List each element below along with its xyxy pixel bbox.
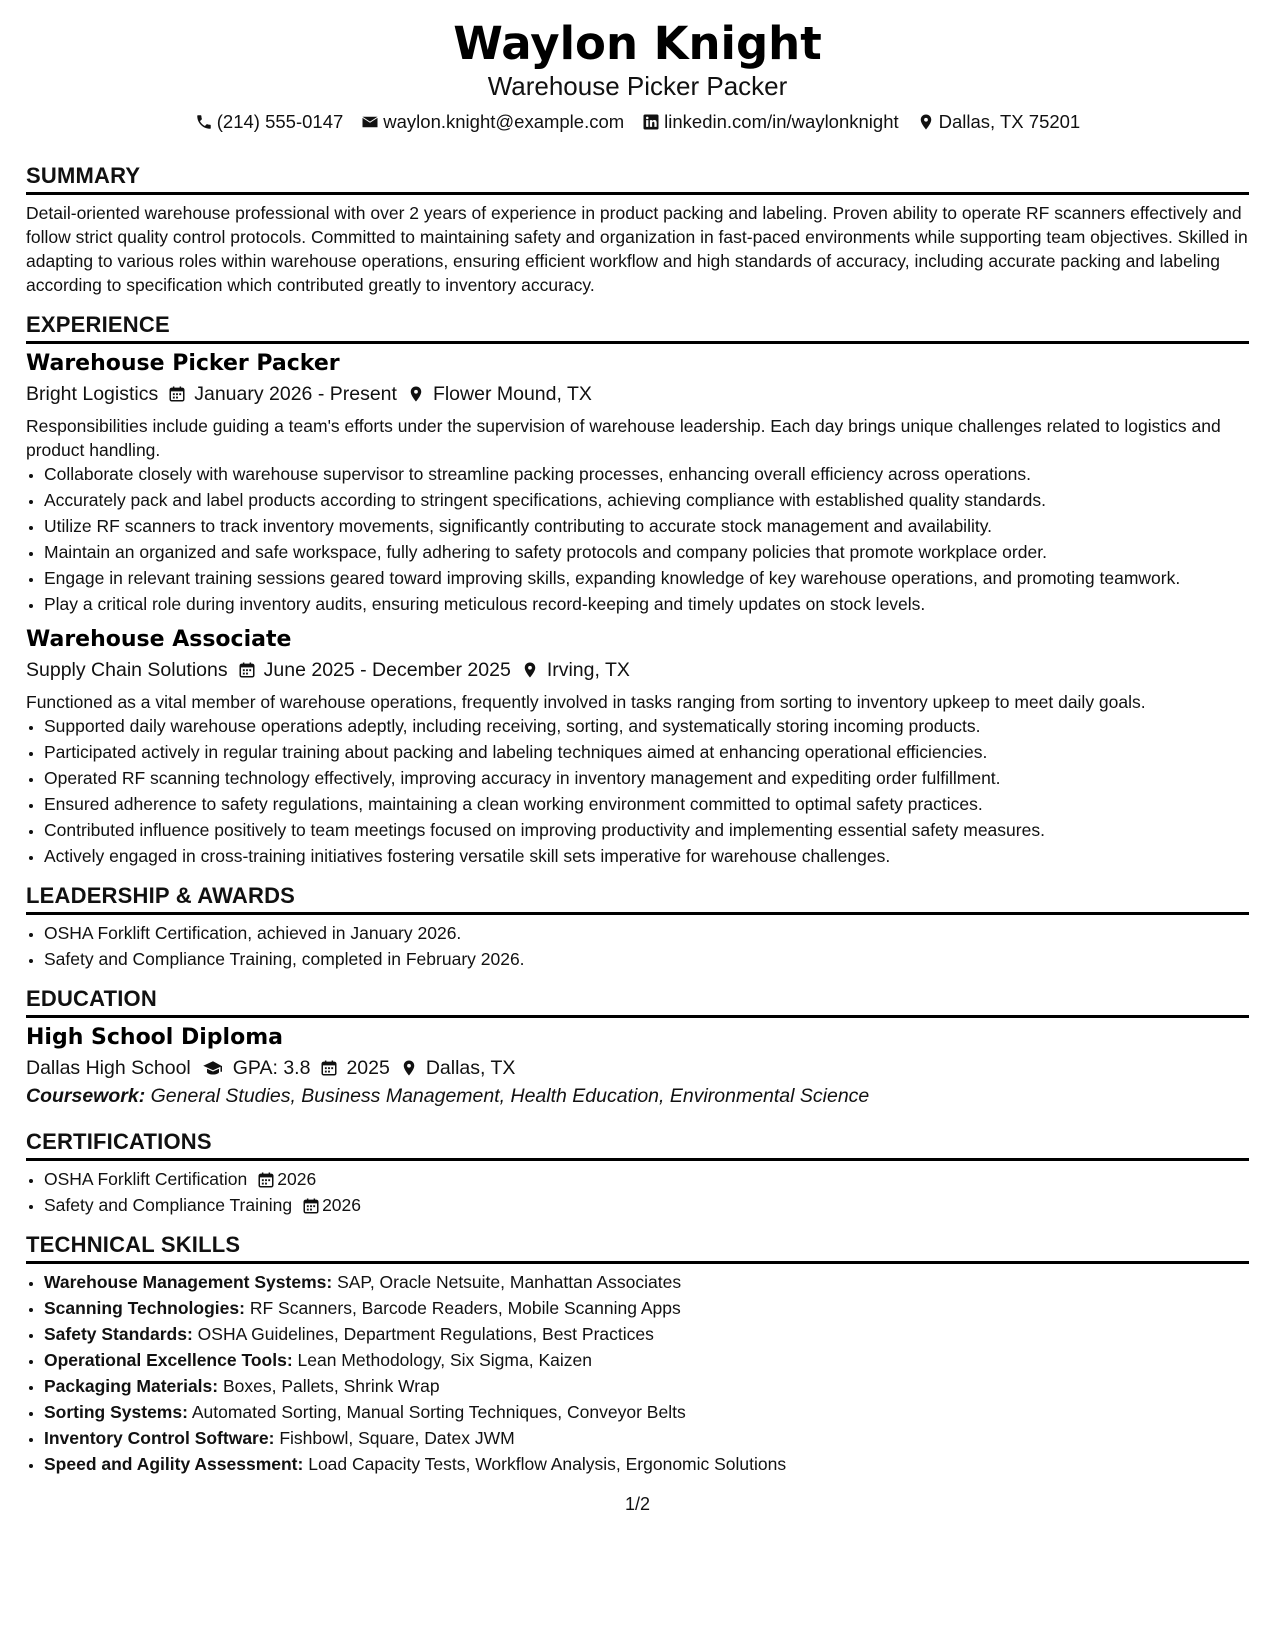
skill-value: Boxes, Pallets, Shrink Wrap bbox=[222, 1376, 440, 1396]
skill-value: SAP, Oracle Netsuite, Manhattan Associates bbox=[337, 1272, 682, 1292]
gpa: GPA: 3.8 bbox=[201, 1054, 311, 1082]
job-meta bbox=[26, 656, 1249, 684]
list-item: • Contributed influence positively to team meetings focused on improving productivity and implementing essential safety measures. bbox=[44, 818, 1249, 842]
map-pin-icon bbox=[917, 113, 935, 131]
skills-section bbox=[26, 1231, 1249, 1476]
graduation-cap-icon bbox=[201, 1059, 225, 1077]
summary-heading: SUMMARY bbox=[26, 162, 1249, 195]
job-location: Irving, TX bbox=[521, 656, 630, 684]
list-item: • Supported daily warehouse operations adeptly, including receiving, sorting, and systematically storing incoming products. bbox=[44, 714, 1249, 738]
list-item: • Actively engaged in cross-training initiatives fostering versatile skill sets imperative for warehouse challenges. bbox=[44, 844, 1249, 868]
education-meta bbox=[26, 1054, 1249, 1082]
list-item: • Ensured adherence to safety regulations, maintaining a clean working environment committed to optimal safety practices. bbox=[44, 792, 1249, 816]
list-item: • OSHA Forklift Certification, achieved in January 2026. bbox=[44, 921, 1249, 945]
candidate-name: Waylon Knight bbox=[453, 17, 822, 70]
cert-date: 2026 bbox=[257, 1167, 316, 1191]
experience-heading: EXPERIENCE bbox=[26, 311, 1249, 344]
skill-label: Sorting Systems: bbox=[44, 1402, 188, 1422]
certifications-heading: CERTIFICATIONS bbox=[26, 1128, 1249, 1161]
list-item bbox=[44, 1400, 1249, 1424]
job-title: Warehouse Associate bbox=[26, 627, 292, 652]
job-description: Responsibilities include guiding a team's efforts under the supervision of warehouse leadership. Each day brings unique challenges related to logistics and product handling. bbox=[26, 416, 1221, 460]
map-pin-icon bbox=[407, 385, 425, 403]
calendar-icon bbox=[168, 385, 186, 403]
job-bullets bbox=[26, 714, 1249, 868]
list-item bbox=[44, 1167, 1249, 1191]
list-item: • Participated actively in regular training about packing and labeling techniques aimed at enhancing operational efficiencies. bbox=[44, 740, 1249, 764]
list-item: • Play a critical role during inventory audits, ensuring meticulous record-keeping and timely updates on stock levels. bbox=[44, 592, 1249, 616]
skill-label: Speed and Agility Assessment: bbox=[44, 1454, 304, 1474]
resume-header bbox=[26, 18, 1249, 134]
skill-label: Warehouse Management Systems: bbox=[44, 1272, 333, 1292]
job-title: Warehouse Picker Packer bbox=[26, 351, 340, 376]
skill-value: RF Scanners, Barcode Readers, Mobile Scanning Apps bbox=[249, 1298, 681, 1318]
resume-page bbox=[26, 18, 1249, 1478]
school-location: Dallas, TX bbox=[400, 1054, 516, 1082]
job-entry bbox=[26, 626, 1249, 868]
list-item bbox=[44, 1322, 1249, 1346]
contact-location bbox=[917, 110, 1081, 134]
list-item bbox=[44, 1452, 1249, 1476]
list-item bbox=[44, 1348, 1249, 1372]
contact-bar bbox=[26, 110, 1249, 134]
skill-label: Inventory Control Software: bbox=[44, 1428, 275, 1448]
skill-value: Lean Methodology, Six Sigma, Kaizen bbox=[297, 1350, 592, 1370]
cert-name: • Safety and Compliance Training bbox=[44, 1195, 293, 1215]
skill-label: Packaging Materials: bbox=[44, 1376, 219, 1396]
certifications-section bbox=[26, 1128, 1249, 1217]
calendar-icon bbox=[257, 1171, 274, 1188]
contact-email[interactable] bbox=[361, 110, 624, 134]
map-pin-icon bbox=[521, 661, 539, 679]
leadership-section bbox=[26, 882, 1249, 971]
list-item bbox=[44, 1270, 1249, 1294]
linkedin-link[interactable]: linkedin.com/in/waylonknight bbox=[664, 111, 899, 132]
coursework-list: General Studies, Business Management, Health Education, Environmental Science bbox=[150, 1085, 870, 1107]
certifications-list bbox=[26, 1167, 1249, 1217]
calendar-icon bbox=[238, 661, 256, 679]
list-item: • Safety and Compliance Training, completed in February 2026. bbox=[44, 947, 1249, 971]
leadership-list bbox=[26, 921, 1249, 971]
skill-value: Automated Sorting, Manual Sorting Techniques, Conveyor Belts bbox=[191, 1402, 686, 1422]
list-item bbox=[44, 1193, 1249, 1217]
linkedin-icon bbox=[642, 113, 660, 131]
skill-label: Scanning Technologies: bbox=[44, 1298, 245, 1318]
summary-section bbox=[26, 162, 1249, 297]
list-item bbox=[44, 1426, 1249, 1450]
job-entry bbox=[26, 350, 1249, 616]
cert-date: 2026 bbox=[302, 1193, 361, 1217]
email-link[interactable]: waylon.knight@example.com bbox=[383, 111, 625, 132]
list-item bbox=[44, 1374, 1249, 1398]
school-name: Dallas High School bbox=[26, 1057, 191, 1079]
list-item: • Maintain an organized and safe workspace, fully adhering to safety protocols and company policies that promote workplace order. bbox=[44, 540, 1249, 564]
calendar-icon bbox=[320, 1059, 338, 1077]
location-text: Dallas, TX 75201 bbox=[938, 111, 1081, 132]
summary-text: Detail-oriented warehouse professional with over 2 years of experience in product packing and labeling. Proven ability to operate RF scanners effectively and follow strict quality control protocols. Committed to maintaining safety and organization in fast-paced environments while supporting team objectives. Skilled in adapting to various roles within warehouse operations, ensuring efficient workflow and high standards of accuracy, including accurate packing and labeling according to specification which contributed greatly to inventory accuracy. bbox=[26, 203, 1248, 295]
job-company: Supply Chain Solutions bbox=[26, 659, 228, 681]
list-item: • Operated RF scanning technology effectively, improving accuracy in inventory management and expediting order fulfillment. bbox=[44, 766, 1249, 790]
degree-title: High School Diploma bbox=[26, 1025, 283, 1050]
skill-value: Fishbowl, Square, Datex JWM bbox=[279, 1428, 515, 1448]
contact-phone bbox=[195, 110, 344, 134]
calendar-icon bbox=[302, 1197, 319, 1214]
job-description: Functioned as a vital member of warehouse operations, frequently involved in tasks ranging from sorting to inventory upkeep to meet daily goals. bbox=[26, 692, 1146, 712]
job-location: Flower Mound, TX bbox=[407, 380, 592, 408]
skill-label: Safety Standards: bbox=[44, 1324, 193, 1344]
job-meta bbox=[26, 380, 1249, 408]
job-bullets bbox=[26, 462, 1249, 616]
candidate-title: Warehouse Picker Packer bbox=[487, 71, 788, 101]
skills-list bbox=[26, 1270, 1249, 1476]
skill-value: OSHA Guidelines, Department Regulations, Best Practices bbox=[197, 1324, 654, 1344]
map-pin-icon bbox=[400, 1059, 418, 1077]
list-item: • Utilize RF scanners to track inventory movements, significantly contributing to accurate stock management and availability. bbox=[44, 514, 1249, 538]
coursework bbox=[26, 1082, 1249, 1110]
list-item: • Collaborate closely with warehouse supervisor to streamline packing processes, enhancing overall efficiency across operations. bbox=[44, 462, 1249, 486]
contact-linkedin[interactable] bbox=[642, 110, 898, 134]
page-number: 1/2 bbox=[624, 1494, 651, 1514]
graduation-year: 2025 bbox=[320, 1054, 389, 1082]
education-section bbox=[26, 985, 1249, 1110]
list-item bbox=[44, 1296, 1249, 1320]
list-item: • Engage in relevant training sessions geared toward improving skills, expanding knowledge of key warehouse operations, and promoting teamwork. bbox=[44, 566, 1249, 590]
experience-section bbox=[26, 311, 1249, 868]
skill-label: Operational Excellence Tools: bbox=[44, 1350, 293, 1370]
education-heading: EDUCATION bbox=[26, 985, 1249, 1018]
job-dates: June 2025 - December 2025 bbox=[238, 656, 511, 684]
envelope-icon bbox=[361, 113, 379, 131]
phone-icon bbox=[195, 113, 213, 131]
leadership-heading: LEADERSHIP & AWARDS bbox=[26, 882, 1249, 915]
coursework-label: Coursework: bbox=[26, 1085, 146, 1107]
phone-text: (214) 555-0147 bbox=[216, 111, 344, 132]
job-company: Bright Logistics bbox=[26, 383, 159, 405]
job-dates: January 2026 - Present bbox=[168, 380, 397, 408]
cert-name: • OSHA Forklift Certification bbox=[44, 1169, 248, 1189]
skill-value: Load Capacity Tests, Workflow Analysis, Ergonomic Solutions bbox=[308, 1454, 787, 1474]
list-item: • Accurately pack and label products according to stringent specifications, achieving compliance with established quality standards. bbox=[44, 488, 1249, 512]
skills-heading: TECHNICAL SKILLS bbox=[26, 1231, 1249, 1264]
